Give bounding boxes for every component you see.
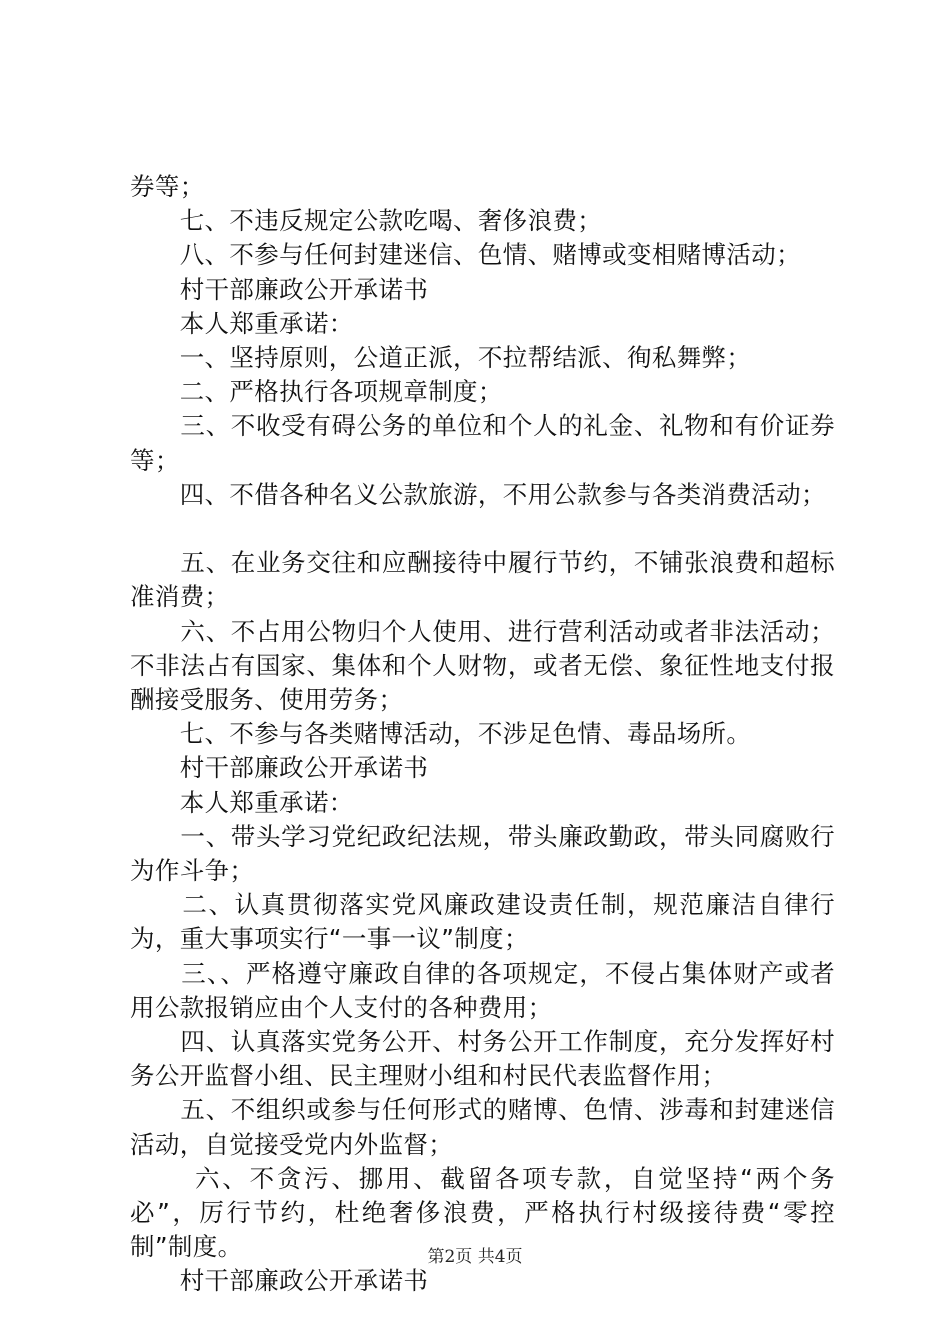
paragraph: 五、不组织或参与任何形式的赌博、色情、涉毒和封建迷信活动，自觉接受党内外监督； <box>130 1095 835 1159</box>
paragraph: 六、不占用公物归个人使用、进行营利活动或者非法活动；不非法占有国家、集体和个人财物，或者无偿、象征性地支付报酬接受服务、使用劳务； <box>130 616 835 715</box>
paragraph: 二、认真贯彻落实党风廉政建设责任制，规范廉洁自律行为，重大事项实行“一事一议”制度； <box>130 890 835 954</box>
paragraph: 二、严格执行各项规章制度； <box>130 377 503 407</box>
section-heading: 村干部廉政公开承诺书 <box>130 274 429 304</box>
paragraph: 三、、严格遵守廉政自律的各项规定，不侵占集体财产或者用公款报销应由个人支付的各种费用； <box>130 958 835 1022</box>
page-number: 第2页 共4页 <box>427 1247 523 1267</box>
paragraph: 三、不收受有碍公务的单位和个人的礼金、礼物和有价证券等； <box>130 411 835 475</box>
paragraph: 本人郑重承诺： <box>130 308 354 338</box>
paragraph: 一、带头学习党纪政纪法规，带头廉政勤政，带头同腐败行为作斗争； <box>130 821 835 886</box>
paragraph: 七、不参与各类赌博活动，不涉足色情、毒品场所。 <box>130 719 752 749</box>
paragraph: 四、认真落实党务公开、村务公开工作制度，充分发挥好村务公开监督小组、民主理财小组和村民代表监督作用； <box>130 1027 835 1091</box>
paragraph: 八、不参与任何封建迷信、色情、赌博或变相赌博活动； <box>130 240 801 270</box>
paragraph: 一、坚持原则，公道正派，不拉帮结派、徇私舞弊； <box>130 343 752 373</box>
paragraph: 五、在业务交往和应酬接待中履行节约，不铺张浪费和超标准消费； <box>130 548 835 612</box>
paragraph: 四、不借各种名义公款旅游，不用公款参与各类消费活动； <box>130 479 826 509</box>
paragraph: 券等； <box>130 172 205 201</box>
paragraph: 六、不贪污、挪用、截留各项专款，自觉坚持“两个务必”，厉行节约，杜绝奢侈浪费，严格执行村级接待费“零控制”制度。 <box>130 1163 835 1262</box>
document-body <box>130 170 835 1299</box>
paragraph: 本人郑重承诺： <box>130 787 354 817</box>
section-heading: 村干部廉政公开承诺书 <box>130 1266 429 1296</box>
section-heading: 村干部廉政公开承诺书 <box>130 753 429 783</box>
paragraph: 七、不违反规定公款吃喝、奢侈浪费； <box>130 206 603 236</box>
blank-line <box>130 512 835 546</box>
